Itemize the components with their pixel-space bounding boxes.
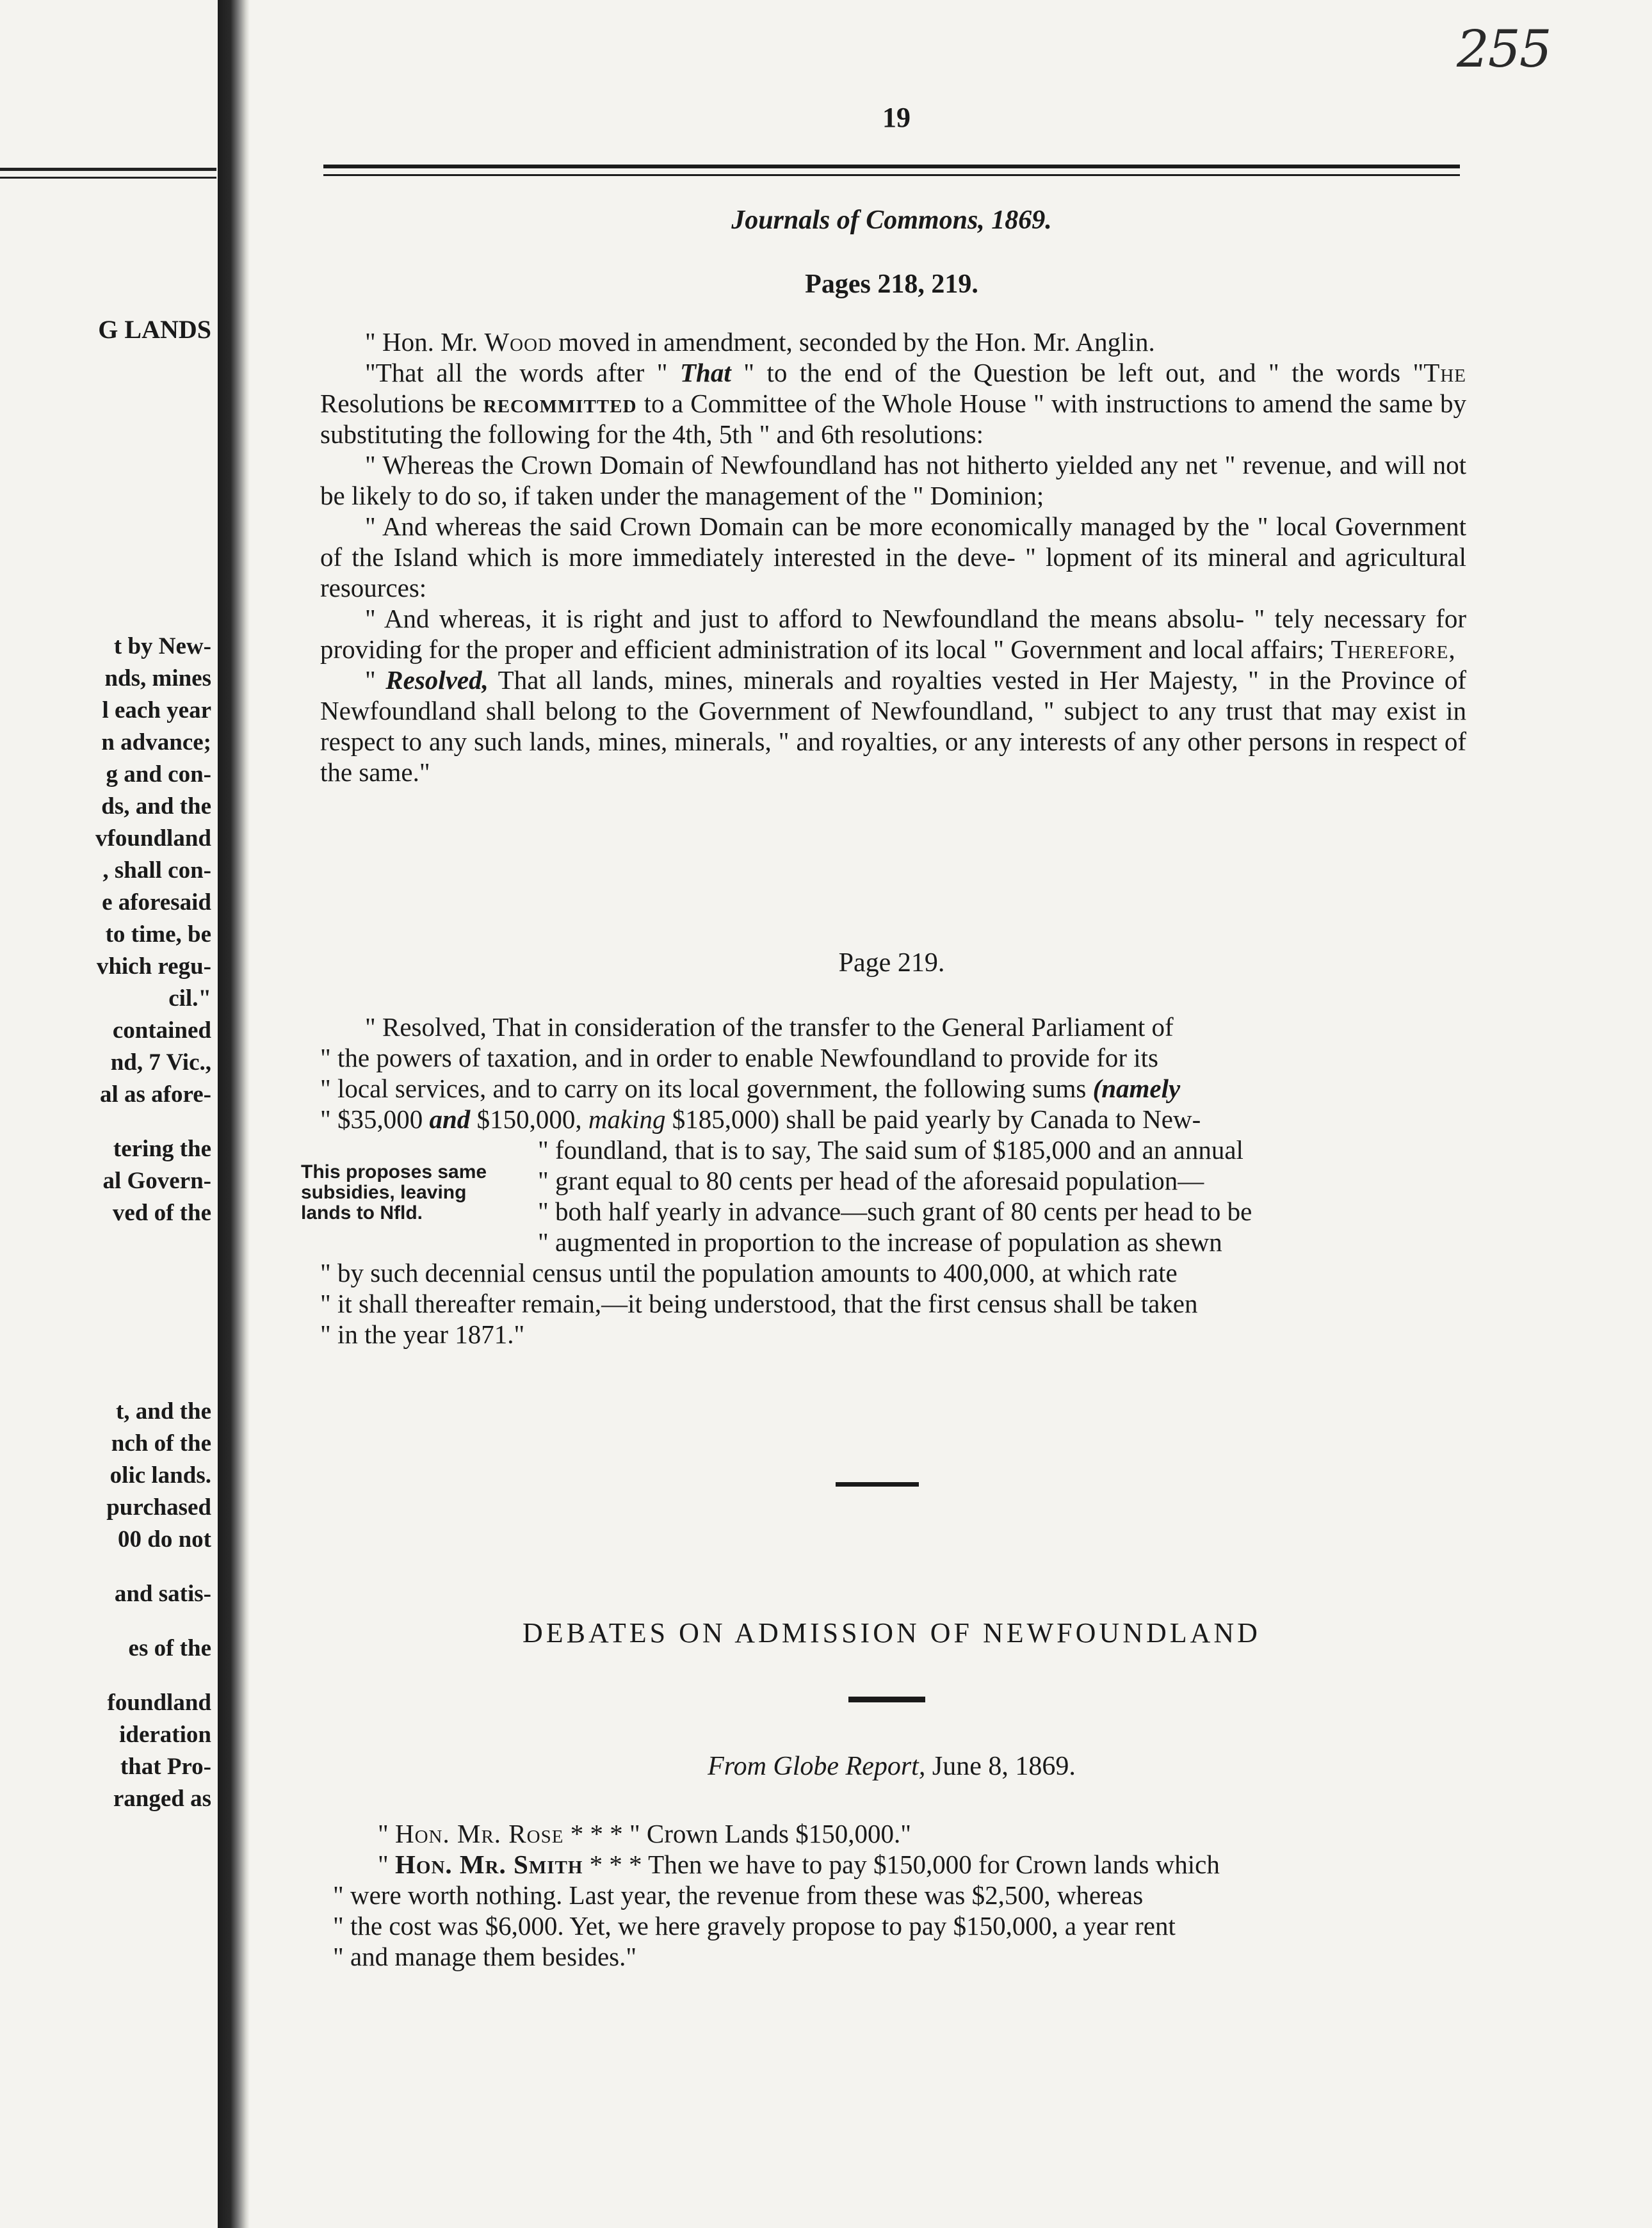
left-page-fragment: nch of the (111, 1430, 211, 1457)
section-separator (836, 1482, 919, 1487)
left-page-fragment: and satis- (114, 1581, 211, 1607)
globe-line: " the cost was $6,000. Yet, we here gravely propose to pay $150,000, a year rent (333, 1911, 1176, 1941)
left-page-fragment: purchased (106, 1494, 211, 1521)
left-page-fragment: cil." (168, 985, 211, 1012)
left-page-fragment: l each year (102, 697, 211, 723)
section-title: DEBATES ON ADMISSION OF NEWFOUNDLAND (522, 1617, 1261, 1649)
left-page-fragment: 00 do not (118, 1526, 211, 1553)
left-page-fragment: that Pro- (120, 1754, 211, 1780)
header-rule (323, 174, 1460, 176)
pages-heading: Pages 218, 219. (805, 270, 978, 299)
left-page-rule (0, 168, 216, 171)
left-page-fragment: vfoundland (95, 825, 211, 852)
left-page-fragment: e aforesaid (102, 889, 211, 916)
left-page-fragment: ideration (119, 1722, 211, 1748)
resolution-line: " by such decennial census until the population amounts to 400,000, at which rate (320, 1258, 1178, 1288)
whereas-paragraph: " And whereas the said Crown Domain can be more economically managed by the " local Government of the Island which is more immediately interested in the deve- " lopment of its mineral and agricultural resources: (320, 512, 1466, 602)
left-page-fragment: es of the (128, 1635, 211, 1661)
handwritten-page-number: 255 (1457, 19, 1551, 79)
page-number: 19 (882, 102, 911, 133)
resolution-line: " $35,000 and $150,000, making $185,000) shall be paid yearly by Canada to New- (320, 1104, 1201, 1134)
whereas-paragraph: " And whereas, it is right and just to afford to Newfoundland the means absolu- " tely necessary for providing for the proper and efficient administration of its local " Government and local affairs; Therefore, (320, 604, 1466, 664)
left-page-fragment: vhich regu- (96, 953, 211, 980)
left-page-fragment: al Govern- (102, 1168, 211, 1194)
motion-intro: " Hon. Mr. Wood moved in amendment, seconded by the Hon. Mr. Anglin. (365, 327, 1155, 357)
left-page-fragment: nds, mines (104, 665, 211, 691)
whereas-paragraph: " Whereas the Crown Domain of Newfoundland has not hitherto yielded any net " revenue, and will not be likely to do so, if taken under the management of the " Dominion; (320, 450, 1466, 510)
resolution-line: " grant equal to 80 cents per head of the aforesaid population— (538, 1166, 1204, 1195)
left-page-fragment: g and con- (106, 761, 211, 787)
left-page-fragment: contained (112, 1017, 211, 1044)
margin-note-line: This proposes same (301, 1161, 487, 1183)
left-page-fragment: , shall con- (102, 857, 211, 884)
left-page-fragment: tering the (113, 1136, 211, 1162)
resolution-line: " it shall thereafter remain,—it being understood, that the first census shall be taken (320, 1289, 1198, 1318)
header-rule (323, 165, 1460, 168)
left-page-fragment: ds, and the (101, 793, 211, 819)
journal-title: Journals of Commons, 1869. (731, 206, 1052, 235)
globe-line: " and manage them besides." (333, 1942, 637, 1971)
resolution-line: " both half yearly in advance—such grant of 80 cents per head to be (538, 1197, 1252, 1226)
resolution-line: " the powers of taxation, and in order to enable Newfoundland to provide for its (320, 1043, 1159, 1072)
left-page-fragment: n advance; (101, 729, 211, 755)
globe-line: " were worth nothing. Last year, the revenue from these was $2,500, whereas (333, 1880, 1144, 1910)
left-page-fragment: foundland (107, 1690, 211, 1716)
left-page-fragment: t by New- (113, 633, 211, 659)
resolution-line: " local services, and to carry on its local government, the following sums (namely (320, 1074, 1181, 1103)
left-page-fragment: to time, be (105, 921, 211, 948)
left-page-fragment: nd, 7 Vic., (110, 1049, 211, 1076)
left-page-fragment: al as afore- (100, 1081, 211, 1108)
left-page-fragment: t, and the (115, 1398, 211, 1425)
left-page-fragment: ranged as (113, 1786, 211, 1812)
left-page-rule (0, 177, 216, 179)
resolution-line: " augmented in proportion to the increase of population as shewn (538, 1227, 1222, 1257)
resolved-paragraph: " Resolved, That all lands, mines, minerals and royalties vested in Her Majesty, " in the Province of Newfoundland shall belong to the Government of Newfoundland, " subject to any trust that may exist in respect to any such lands, mines, minerals, " and royalties, or any interests of any other persons in respect of the same." (320, 665, 1466, 787)
globe-subtitle: From Globe Report, June 8, 1869. (708, 1752, 1076, 1781)
resolution-line: " Resolved, That in consideration of the transfer to the General Parliament of (365, 1012, 1174, 1042)
motion-paragraph: "That all the words after " That " to the end of the Question be left out, and " the words "The Resolutions be recommitted to a Committee of the Whole House " with instructions to amend the same by substituting the following for the 4th, 5th " and 6th resolutions: (320, 358, 1466, 449)
page-219-heading: Page 219. (838, 948, 945, 978)
margin-note-line: lands to Nfld. (301, 1202, 423, 1223)
margin-note-line: subsidies, leaving (301, 1182, 467, 1203)
left-page-fragment: G LANDS (98, 315, 211, 344)
book-gutter (218, 0, 250, 2228)
globe-report-text (333, 1818, 1447, 1972)
left-page-fragment: ved of the (112, 1200, 211, 1226)
globe-line: " Hon. Mr. Rose * * * " Crown Lands $150,000." (378, 1819, 911, 1848)
left-page-fragment: olic lands. (109, 1462, 211, 1489)
globe-line: " Hon. Mr. Smith * * * Then we have to pay $150,000 for Crown lands which (378, 1850, 1220, 1879)
resolution-line: " foundland, that is to say, The said sum of $185,000 and an annual (538, 1135, 1243, 1165)
margin-note (301, 1162, 531, 1223)
title-separator (848, 1697, 925, 1702)
motion-text (320, 327, 1466, 787)
resolution-line: " in the year 1871." (320, 1320, 525, 1349)
